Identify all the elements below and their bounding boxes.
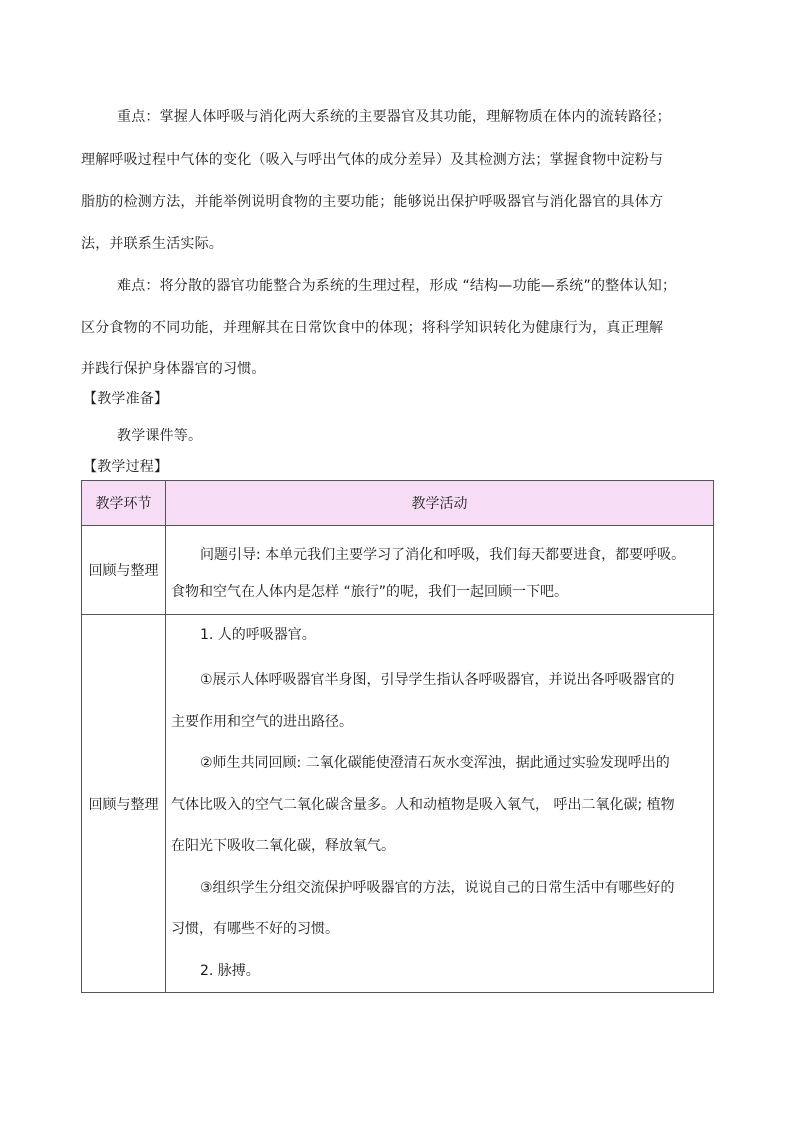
- activity-cell: [166, 615, 714, 993]
- col-header-activity: 教学活动: [166, 481, 714, 526]
- activity-line: 习惯，有哪些不好的习惯。: [171, 921, 339, 937]
- table-header-row: [82, 481, 714, 526]
- activity-line: 气体比吸入的空气二氧化碳含量多。人和动植物是吸入氧气， 呼出二氧化碳; 植物: [171, 797, 675, 813]
- key-points-line-1: 重点：掌握人体呼吸与消化两大系统的主要器官及其功能，理解物质在体内的流转路径；: [117, 109, 671, 125]
- table-row: [82, 615, 714, 993]
- activity-line: 主要作用和空气的进出路径。: [171, 714, 353, 730]
- col-header-stage: 教学环节: [82, 481, 166, 526]
- activity-cell: [166, 526, 714, 615]
- prep-heading: 【教学准备】: [83, 391, 169, 407]
- activity-line: 1. 人的呼吸器官。: [200, 627, 316, 643]
- activity-line: ①展示人体呼吸器官半身图，引导学生指认各呼吸器官，并说出各呼吸器官的: [200, 672, 675, 688]
- key-points-line-4: 法，并联系生活实际。: [81, 236, 223, 252]
- difficulties-line-1: 难点：将分散的器官功能整合为系统的生理过程，形成 “结构—功能—系统”的整体认知；: [117, 278, 677, 294]
- activity-line: 2. 脉搏。: [200, 963, 260, 979]
- activity-line: 在阳光下吸收二氧化碳，释放氧气。: [171, 838, 395, 854]
- prep-text: 教学课件等。: [117, 428, 203, 444]
- activity-line: ③组织学生分组交流保护呼吸器官的方法，说说自己的日常生活中有哪些好的: [200, 880, 675, 896]
- process-heading: 【教学过程】: [83, 459, 169, 475]
- table-row: [82, 526, 714, 615]
- stage-cell: 回顾与整理: [82, 526, 166, 615]
- key-points-line-2: 理解呼吸过程中气体的变化（吸入与呼出气体的成分差异）及其检测方法；掌握食物中淀粉与: [81, 152, 664, 168]
- activity-line: 食物和空气在人体内是怎样 “旅行”的呢，我们一起回顾一下吧。: [171, 584, 568, 600]
- key-points-line-3: 脂肪的检测方法，并能举例说明食物的主要功能；能够说出保护呼吸器官与消化器官的具体方: [81, 194, 664, 210]
- difficulties-line-2: 区分食物的不同功能，并理解其在日常饮食中的体现；将科学知识转化为健康行为，真正理解: [81, 320, 664, 336]
- difficulties-line-3: 并践行保护身体器官的习惯。: [81, 361, 266, 377]
- activity-line: 问题引导: 本单元我们主要学习了消化和呼吸，我们每天都要进食，都要呼吸。: [200, 547, 686, 563]
- process-table: [81, 480, 714, 993]
- activity-line: ②师生共同回顾: 二氧化碳能使澄清石灰水变浑浊，据此通过实验发现呼出的: [200, 755, 670, 771]
- stage-cell: 回顾与整理: [82, 615, 166, 993]
